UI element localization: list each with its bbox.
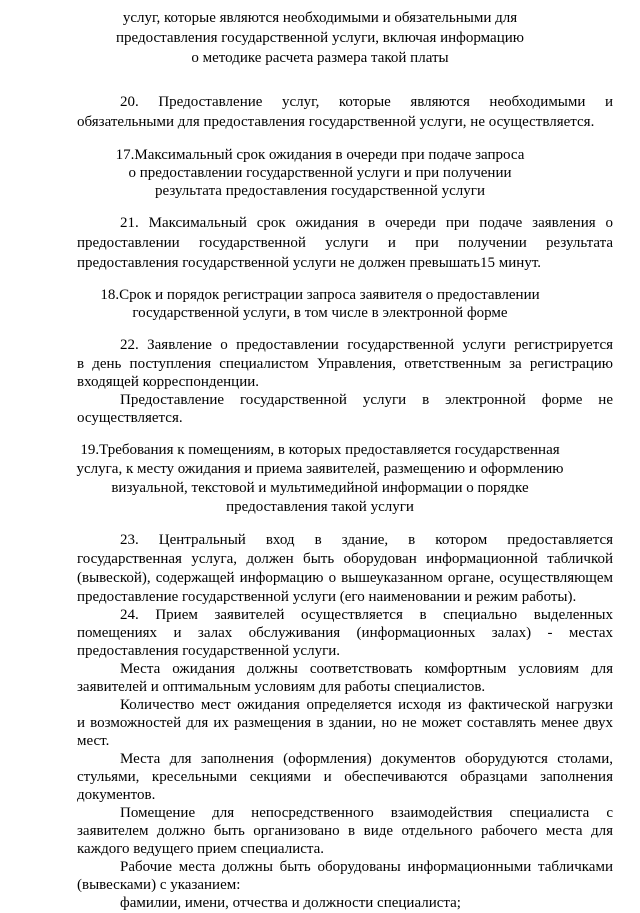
paragraph-line: стульями, кресельными секциями и обеспечиваются образцами заполнения xyxy=(77,769,613,785)
paragraph-line: Предоставление государственной услуги в электронной форме не xyxy=(120,392,613,408)
paragraph-line: в день поступления специалистом Управления, ответственным за регистрацию xyxy=(77,356,613,372)
section-heading-line: результата предоставления государственной услуги xyxy=(155,183,485,199)
paragraph-line: 22. Заявление о предоставлении государственной услуги регистрируется xyxy=(120,337,613,353)
paragraph-line: фамилии, имени, отчества и должности специалиста; xyxy=(120,895,461,911)
paragraph-line: осуществляется. xyxy=(77,410,183,426)
section-heading-line: государственной услуги, в том числе в электронной форме xyxy=(132,305,508,321)
paragraph-line: помещениях и залах обслуживания (информационных залах) - местах xyxy=(77,625,613,641)
paragraph-line: 20. Предоставление услуг, которые являются необходимыми и xyxy=(120,94,613,110)
paragraph-line: Количество мест ожидания определяется исходя из фактической нагрузки xyxy=(120,697,613,713)
paragraph-line: документов. xyxy=(77,787,156,803)
section-heading-line: 17.Максимальный срок ожидания в очереди при подаче запроса xyxy=(115,147,525,163)
section-heading-line: визуальной, текстовой и мультимедийной информации о порядке xyxy=(111,480,529,496)
heading-line: предоставления государственной услуги, включая информацию xyxy=(116,30,524,46)
section-heading-line: о предоставлении государственной услуги и при получении xyxy=(128,165,512,181)
paragraph-line: заявителей и оптимальным условиям для работы специалистов. xyxy=(77,679,486,695)
paragraph-line: предоставление государственной услуги (его наименовании и режим работы). xyxy=(77,589,577,605)
paragraph-line: предоставлении государственной услуги и при получении результата xyxy=(77,235,613,251)
paragraph-line: Места для заполнения (оформления) документов оборудуются столами, xyxy=(120,751,613,767)
section-heading-line: 19.Требования к помещениям, в которых предоставляется государственная xyxy=(80,442,560,458)
paragraph-line: 24. Прием заявителей осуществляется в специально выделенных xyxy=(120,607,613,623)
paragraph-line: каждого ведущего прием специалиста. xyxy=(77,841,325,857)
paragraph-line: Рабочие места должны быть оборудованы информационными табличками xyxy=(120,859,613,875)
paragraph-line: предоставления государственной услуги. xyxy=(77,643,341,659)
paragraph-line: Помещение для непосредственного взаимодействия специалиста с xyxy=(120,805,613,821)
paragraph-line: Места ожидания должны соответствовать комфортным условиям для xyxy=(120,661,613,677)
paragraph-line: предоставления государственной услуги не должен превышать15 минут. xyxy=(77,255,541,271)
paragraph-line: государственная услуга, должен быть оборудован информационной табличкой xyxy=(77,551,613,567)
paragraph-line: обязательными для предоставления государственной услуги, не осуществляется. xyxy=(77,114,595,130)
heading-line: о методике расчета размера такой платы xyxy=(191,50,449,66)
paragraph-line: 21. Максимальный срок ожидания в очереди при подаче заявления о xyxy=(120,215,613,231)
section-heading-line: предоставления такой услуги xyxy=(226,499,414,515)
paragraph-line: 23. Центральный вход в здание, в котором предоставляется xyxy=(120,532,613,548)
paragraph-line: (вывеской), содержащей информацию о вышеуказанном органе, осуществляющем xyxy=(77,570,613,586)
paragraph-line: (вывесками) с указанием: xyxy=(77,877,241,893)
paragraph-line: мест. xyxy=(77,733,110,749)
paragraph-line: входящей корреспонденции. xyxy=(77,374,260,390)
section-heading-line: услуга, к месту ожидания и приема заявителей, размещению и оформлению xyxy=(76,461,564,477)
paragraph-line: заявителем должно быть организовано в виде отдельного рабочего места для xyxy=(77,823,613,839)
paragraph-line: и возможностей для их размещения в здании, но не может составлять менее двух xyxy=(77,715,613,731)
heading-line: услуг, которые являются необходимыми и обязательными для xyxy=(122,10,518,26)
section-heading-line: 18.Срок и порядок регистрации запроса заявителя о предоставлении xyxy=(100,287,540,303)
